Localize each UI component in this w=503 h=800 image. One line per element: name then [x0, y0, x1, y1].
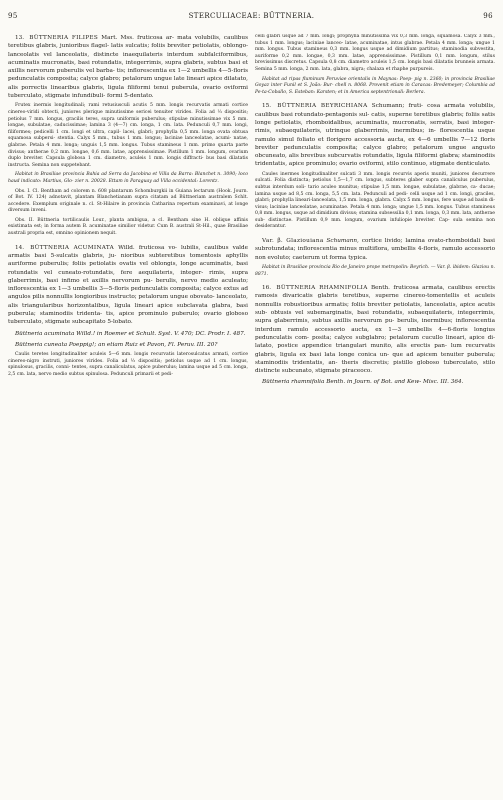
variety-glaziouiana: [255, 237, 495, 262]
species-13-diagnosis-text: Mss. fruticosa ar- mata volubilis, caulibus teretibus glabris, junioribus flagel- latis sulcatis; foliis breviter petiolatis, oblongo-lanceolatis vel lanceolatis, distincte inaequilateris interdum subfalciformibus, acuminatis mucronatis, basi rotundatis, integerrimis, supra glabris, subtus basi et axillis nervorum puberulis vel barba- tis; inflorescentia ex 1—2 umbellis 4—5-floris pedunculatis composita; calyce glabro; petalorum ungue late lineari apice dilatato, alis porrectis linearibus glabris, ligula filiformi tenui puberula, ovario oviformi tuberculato, stigmate infundibuli- formi 5-dentato.: [8, 35, 248, 100]
species-13-author: Mart.: [101, 35, 118, 41]
species-13-number: 13.: [15, 35, 25, 41]
species-14-description-continued: celli glabri usque ad 7 mm. longi; prophylla minutissima vix 0,3 mm. longa, squamosa. Calyx 3 mm., tubus 1 mm. longus; laciniae lanceo- latae, acuminatae, intus glabrae. Petala 4 mm. longa; ungue 1 mm. longus. Tubus stamineus 0,3 mm. longus usque ad dimidium partitus; staminodia subvestita, auriforme 0,2 mm. longae, 0,3 mm. latae, apprensissimae. Pistillum 0,1 mm. longum, stilus brevissimus discretus. Capsula 0,8 cm. diametro aculeis 1,5 cm. longis basi dilatatis brunneis armata. Semina 5 mm. longa, 2 mm. lata, glabra, nigra; chalaza et rhaphe purpureis.: [255, 34, 495, 72]
species-14-number: 14.: [15, 244, 25, 251]
variety-text: cortice livido; lamina ovato-rhomboidali basi subrotundata; inflorescentia minus multiflora, umbellis 4-floris, ramulo accessorio non evoluto; caeterum ut forma typica.: [255, 238, 495, 261]
running-header: [0, 12, 503, 24]
species-16-synonym: Büttneria rhamnifolia Benth. in Journ. of Bot. and Kew- Misc. III. 364.: [262, 379, 464, 386]
species-14-diagnosis: [8, 244, 248, 327]
species-13-observation-1: Obs. I. Cl. Bentham ad colorem n. 608 plantarum Schomburgkii in Guiana lectarum (Hook. Journ. of Bot. IV. 124) adnotavit, plantam Blanchetianam supra citatam ad Büttneriam australem Schlt. accedere. Exemplum originale n. cl. St-Hilaire in provincia Catharina repertum examinavi, at longe diversum inveni.: [8, 188, 248, 214]
species-13-habitat: Habitat in Brasiliae provincia Bahia ad Serra da Jacobina et Villa da Barra: Blanchet n. 3090; loco haud indicato: Martius, Glo- zier n. 20028. Ettam in Paraguay ad Villa occidental: Lorentz.: [8, 172, 248, 184]
species-13-diagnosis: [8, 34, 248, 100]
species-13-observation-2: Obs. II. Büttneria tortilicaulis Lour., planta ambigua, a cl. Bentham sine H. oblique affinis existimata est; in forma autem B. acuminatae similior videtur. Cum B. australi St-Hil., quae Brasiliae australi propria est, omnino opinionem nequit.: [8, 217, 248, 237]
species-15-diagnosis-text: fruti- cosa armata volubilis, caulibus basi rotundato-pentagonis sul- catis, superne teretibus glabris; foliis satis longe petiolatis, rhomboidalibus, acuminatis, mucronatis, serratis, basi integer- rimis, subaequilateris, utrinque glaberrimis, inermibus; in- florescentia usque ramulo simul foliato et florigero accessoria aucta, ex 4—6 umbellis 7—12 floris breviter pedunculatis composita; calyce glabro; petalorum ungue angusto obcuneato, alis brevibus subcurvatis rotundatis, ligula filiformi glabra; staminodiis tridentatis, apice prominulo; ovario oviformi, stilo continuo, stigmate denticulato.: [255, 103, 495, 168]
species-13-description: Frutex inermis longitudinali; rami retusiusculi acutis 5 mm. longis recurvatis armati cortice cinereo-viridi obtecti, juniores plerique minutissime sericei tenuiter virides. Folia ad ⅓ dispositis; petiolus 7 mm. longus, gracilis teres, supra uniformis puberulus; stipulae minutissimae vix 5 mm. longae, subulatae, caducissimae; lamina 3 (4—7) cm. longa, 1 cm. lata. Pedunculi 0,7 mm. longi, filiformes; pedicelli 1 cm. longi et ultra, capil- lacei, glabri; prophylla 0,5 mm. longa ovata obtusa squamosa subpersi- stentia. Calyx 5 mm., tubus 1 mm. longus; laciniae lanceolatae, acumi- natae, glabrae. Petala 4 mm. longa; unguis 1,5 mm. longus. Tubus stamineus 1 mm. primo quarta parte divisus; antherae 0,2 mm. longae, 0,6 mm. latae, apprensissimae. Pistillum 1 mm. longum, ovarium duplo breviter. Capsula globosa 1 cm. diametro, aculeis 1 mm. longis diffracti- bus basi dilatatis instructa. Semina non suppetebant.: [8, 103, 248, 168]
species-15-number: 15.: [262, 103, 272, 110]
species-16-number: 16.: [262, 285, 272, 292]
species-15-description: Caules inermes longitudinaliter sulcati 3 mm. longis recurvis aperis muniti, juniores decurrere sulcati. Folia distincta; petiolus 1,5—1,7 cm. longus, subteres glaber supra canaliculus puberulus, subtus interdum soli- tario aculeo munitus; stipulae 1,5 mm. longae, subulatae, glabrae, ca- ducae; lamina usque ad 8,5 cm. longa, 5,5 cm. lata. Pedunculi ad pedi- celli usque ad 1 cm. longi, graciles, glabri; prophylla lineari-lanceolata, 1,5 mm. longa, glabra. Calyx 5 mm. longus, fere usque ad basin di- visus; laciniae lanceolatae, acuminatae. Petala 4 mm. longa; ungue 1,5 mm. longus. Tubus stamineus 0,8 mm. longus, usque ad dimidium divisus; stamina subsessilia 0,1 mm. longa, 0,3 mm. lata, antherae sub- distinctae. Pistillum 0,9 mm. longum, ovarium infuliopie breviter. Cap- sula semina non desiderantur.: [255, 171, 495, 230]
species-15-diagnosis: [255, 102, 495, 168]
variety-author: Schumann,: [326, 238, 359, 245]
species-14-description: Caulis teretes longitudinaliter aculeis 5—6 mm. longis recurvatis laterosulcatus armati, cortice cinereo-nigro instruti, juniores virides. Folia ad ⅓ dispositis; petiolus usque ad 1 cm. longus, spinulosus, gracilis, conni- tentes, supra canaliculatus, apice puberulus; lamina usque ad 5 cm. longa, 2,5 cm. lata, nervo medio subtus spinulosa. Pedunculi primarii et pedi-: [8, 352, 248, 377]
species-14-synonym-1: Büttneria acuminata Willd.! in Roemer et Schult. Syst. V. 470; DC. Prodr. I. 487.: [15, 330, 246, 337]
right-column: [255, 34, 495, 784]
species-14-diagnosis-text: fruticosa vo- lubilis, caulibus valde armatis basi 5-sulcatis glabris, ju- nioribus subteretibus tomentosis aphyllis auriforme puberulis; foliis petiolatis ovatis vel oblongis, longe acuminatis, basi rotundatis vel cuneato-rotundatis, fere aequilateris, integer- rimis, supra glaberrimis, basi infimo et axillis nervorum pu- berulis, nervo medio aculeato; inflorescentia ex 1—3 umbellis 3—5-floris pedunculatis composita; calyce extus ad angulos pilis nonnullis longioribus instructo; petalorum ungue obovato- lanceolato, alis triangularibus horizontalibus, ligula lineari apice subclavata glabra, basi puberula; staminodiis tridenta- tis, apice prominulo puberulo; ovario globoso tuberculato, stigmate subcapitato 5-lobato.: [8, 244, 248, 326]
species-14-author: Willd.: [118, 244, 135, 251]
page-number-right: 96: [483, 12, 493, 20]
running-title: STERCULIACEAE: BÜTTNERIA.: [188, 12, 315, 20]
species-14-habitat: Habitat ad ripas fluminum Peruviae orientalis in Maynas: Poep- pig n. 2360; in provincia Brasiliae Goyaz inter Funil et S. João: Bur- chell n. 8068. Provenit etiam in Caracas: Bredemeyer; Columbia ad Pe-ta-Coballo, S. Esteban: Karsten; et in America septentrionali: Berlera.: [255, 76, 495, 95]
species-15-habitat: Habitat in Brasiliae provincia Rio de Janeiro prope metropolin: Beyrich. — Var. β. ibidem: Glaziou n. 8871.: [255, 264, 495, 277]
left-column: [8, 34, 248, 784]
species-15-name: BÜTTNERIA BEYRICHIANA: [277, 103, 368, 110]
species-15-author: Schumann;: [371, 103, 405, 110]
page-number-left: 95: [8, 12, 18, 20]
species-16-author: Benth.: [370, 285, 390, 292]
species-14-synonym-2: Büttneria cuneata Poeppig!; an etiam Ruiz et Pavon, Fl. Peruv. III. 20?: [15, 341, 218, 348]
species-14-name: BÜTTNERIA ACUMINATA: [30, 244, 115, 251]
species-16-diagnosis: [255, 284, 495, 375]
species-13-name: BÜTTNERIA FILIPES: [29, 35, 99, 41]
species-16-diagnosis-text: fruticosa armata, caulibus erectis ramosis divaricatis glabris teretibus, superne cinereo-tomentellis et aculeis nonnullis robustioribus armatis; foliis breviter petiolatis, lanceolatis, apice acutis sub- obtusis vel subemarginatis, basi rotundatis, subaequilateris, integerrimis, supra glaberrimis, subtus axillis nervorum pu- berulis, inermibus; inflorescentia interdum ramulo accessorio aucta, ex 1—3 umbellis 4—6-floris longius pedunculatis com- posita; calyce subglabro; petalorum cucullo lineari, apice di- latato, postice appendice triangulari munito, alis erectis pan- lum recurvatis glabris, ligula ex basi lata longe conica un- que ad apicem tenuiter puberula; staminodiis tridentatis, an- theris discretis; pistillo globoso tuberculato, stilo distincte subcunato, stigmate piraceoco.: [255, 285, 495, 375]
species-16-name: BÜTTNERIA RHAMNIFOLIA: [276, 285, 368, 292]
variety-label: Var. β. Glaziouiana: [262, 238, 324, 245]
